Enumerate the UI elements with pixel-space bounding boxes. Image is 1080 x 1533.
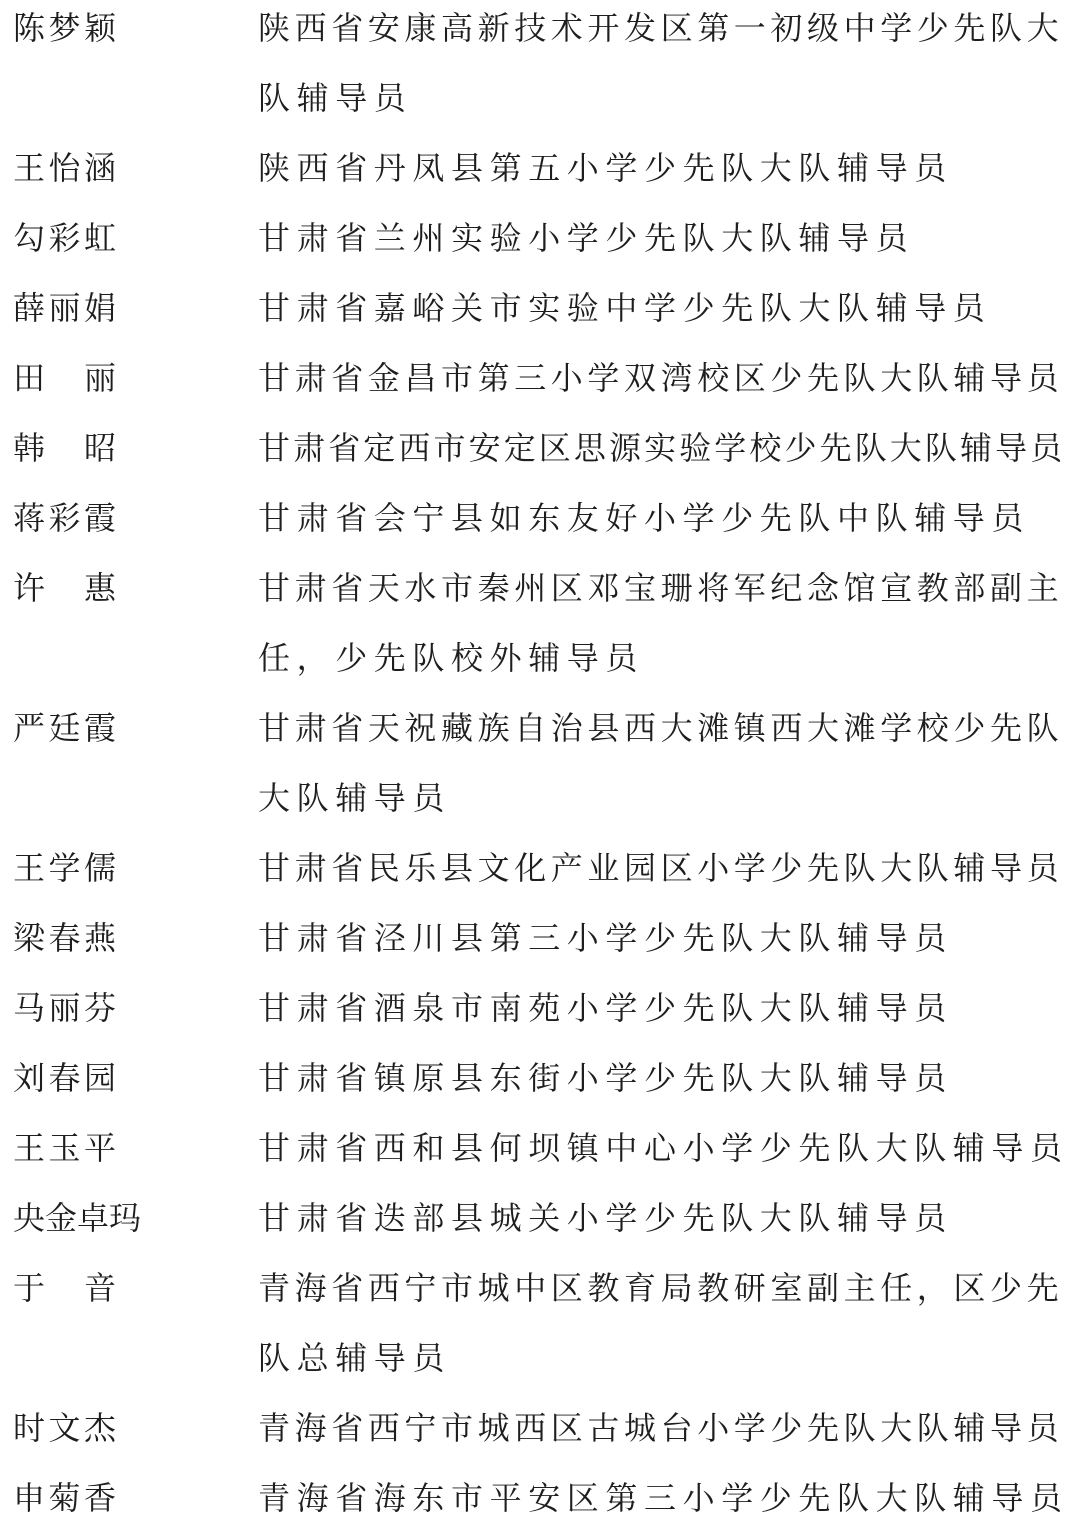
position-line: 甘肃省迭部县城关小学少先队大队辅导员 [258,1199,953,1237]
list-item [0,133,1080,203]
list-item [0,693,1080,833]
person-name: 许惠 [13,569,116,607]
position-line: 大队辅导员 [258,779,452,817]
person-name: 严廷霞 [13,709,116,747]
list-item [0,0,1080,133]
person-name: 陈梦颖 [13,9,116,47]
person-position [258,1393,1070,1463]
person-position [258,343,1070,413]
list-item [0,553,1080,693]
person-name: 刘春园 [13,1059,116,1097]
person-position [258,903,1070,973]
position-line: 甘肃省定西市安定区思源实验学校少先队大队辅导员 [258,429,1066,467]
person-name: 王学儒 [13,849,116,887]
position-line: 甘肃省西和县何坝镇中心小学少先队大队辅导员 [258,1129,1069,1167]
position-line: 陕西省安康高新技术开发区第一初级中学少先队大 [258,9,1064,47]
list-item [0,1253,1080,1393]
position-line: 甘肃省兰州实验小学少先队大队辅导员 [258,219,915,257]
person-name: 王玉平 [13,1129,116,1167]
list-item [0,833,1080,903]
person-position [258,973,1070,1043]
person-name: 申菊香 [13,1479,116,1517]
person-name: 央金卓玛 [13,1199,142,1237]
position-line: 青海省海东市平安区第三小学少先队大队辅导员 [258,1479,1069,1517]
person-position [258,1043,1070,1113]
list-item [0,203,1080,273]
person-name: 田丽 [13,359,116,397]
person-name: 梁春燕 [13,919,116,957]
list-item [0,1113,1080,1183]
position-line: 甘肃省会宁县如东友好小学少先队中队辅导员 [258,499,1031,537]
person-name: 勾彩虹 [13,219,116,257]
list-item [0,1393,1080,1463]
person-position [258,0,1070,133]
person-position [258,483,1070,553]
person-name: 马丽芬 [13,989,116,1027]
person-position [258,1113,1070,1183]
position-line: 甘肃省天水市秦州区邓宝珊将军纪念馆宣教部副主 [258,569,1064,607]
person-position [258,273,1070,343]
list-item [0,413,1080,483]
person-name: 时文杰 [13,1409,116,1447]
list-item [0,343,1080,413]
person-name: 韩昭 [13,429,116,467]
position-line: 甘肃省酒泉市南苑小学少先队大队辅导员 [258,989,953,1027]
position-line: 青海省西宁市城中区教育局教研室副主任，区少先 [258,1269,1064,1307]
person-position [258,133,1070,203]
list-item [0,973,1080,1043]
list-item [0,1043,1080,1113]
person-name: 薛丽娟 [13,289,116,327]
list-item [0,273,1080,343]
person-position [258,1253,1070,1393]
position-line: 队辅导员 [258,79,413,117]
person-position [258,203,1070,273]
position-line: 甘肃省民乐县文化产业园区小学少先队大队辅导员 [258,849,1064,887]
person-name: 王怡涵 [13,149,116,187]
position-line: 甘肃省金昌市第三小学双湾校区少先队大队辅导员 [258,359,1064,397]
person-name: 蒋彩霞 [13,499,116,537]
person-position [258,693,1070,833]
position-line: 甘肃省镇原县东街小学少先队大队辅导员 [258,1059,953,1097]
person-position [258,553,1070,693]
person-position [258,833,1070,903]
position-line: 陕西省丹凤县第五小学少先队大队辅导员 [258,149,953,187]
person-name: 于音 [13,1269,116,1307]
person-position [258,1463,1070,1533]
list-item [0,483,1080,553]
person-position [258,413,1070,483]
position-line: 甘肃省天祝藏族自治县西大滩镇西大滩学校少先队 [258,709,1064,747]
position-line: 任，少先队校外辅导员 [258,639,645,677]
list-item [0,1463,1080,1533]
list-item [0,903,1080,973]
position-line: 青海省西宁市城西区古城台小学少先队大队辅导员 [258,1409,1064,1447]
list-item [0,1183,1080,1253]
position-line: 队总辅导员 [258,1339,452,1377]
position-line: 甘肃省嘉峪关市实验中学少先队大队辅导员 [258,289,992,327]
person-position [258,1183,1070,1253]
position-line: 甘肃省泾川县第三小学少先队大队辅导员 [258,919,953,957]
